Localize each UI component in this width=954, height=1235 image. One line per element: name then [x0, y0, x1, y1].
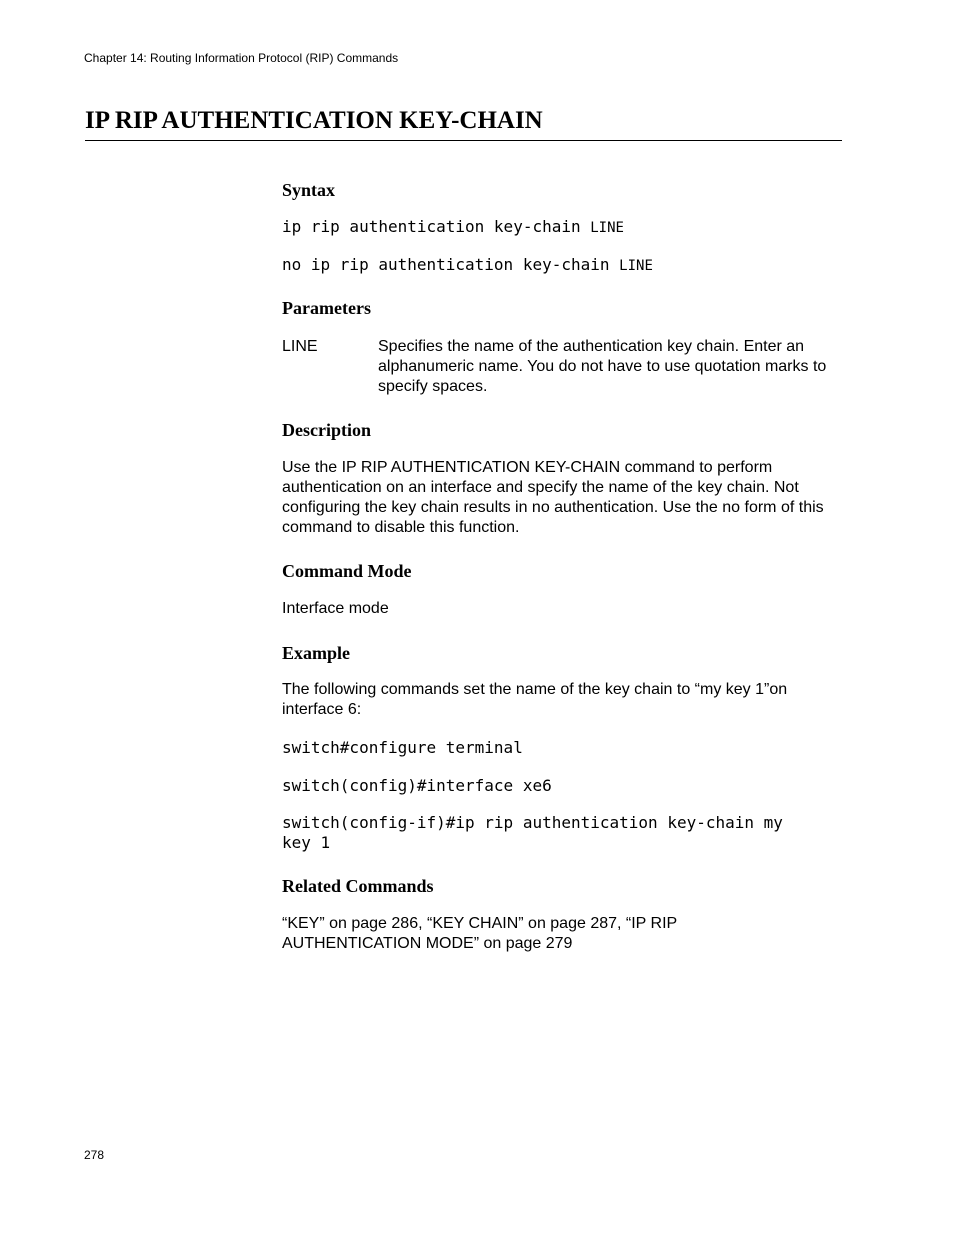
example-command-3: switch(config-if)#ip rip authentication key-chain my key 1 — [282, 813, 783, 852]
page-number: 278 — [84, 1148, 105, 1162]
page-title: IP RIP AUTHENTICATION KEY-CHAIN — [85, 107, 543, 134]
command-mode-text: Interface mode — [282, 600, 389, 617]
related-commands-heading: Related Commands — [282, 876, 434, 896]
command-mode-heading: Command Mode — [282, 561, 412, 581]
description-heading: Description — [282, 420, 371, 440]
description-text: Use the IP RIP AUTHENTICATION KEY-CHAIN command to perform authentication on an interface and specify the name of the key chain. Not configuring the key chain results in no authentication. Use the no form of this command to disable this function. — [282, 459, 824, 536]
example-intro: The following commands set the name of the key chain to “my key 1”on interface 6: — [282, 681, 788, 718]
syntax-command-2: no ip rip authentication key-chain — [282, 255, 620, 274]
example-command-1: switch#configure terminal — [282, 738, 523, 757]
running-header: Chapter 14: Routing Information Protocol (RIP) Commands — [84, 51, 399, 65]
syntax-line-1 — [282, 217, 624, 238]
parameters-heading: Parameters — [282, 298, 371, 318]
parameter-name: LINE — [282, 338, 318, 355]
syntax-command-1: ip rip authentication key-chain — [282, 217, 591, 236]
syntax-argument-1: LINE — [590, 220, 624, 236]
syntax-line-2 — [282, 255, 653, 276]
syntax-heading: Syntax — [282, 180, 336, 200]
title-rule — [85, 140, 842, 141]
syntax-argument-2: LINE — [619, 258, 653, 274]
example-heading: Example — [282, 643, 351, 663]
example-command-2: switch(config)#interface xe6 — [282, 776, 552, 795]
related-commands-text: “KEY” on page 286, “KEY CHAIN” on page 287, “IP RIP AUTHENTICATION MODE” on page 279 — [282, 915, 677, 952]
parameter-description: Specifies the name of the authentication key chain. Enter an alphanumeric name. You do not have to use quotation marks to specify spaces. — [378, 338, 827, 395]
